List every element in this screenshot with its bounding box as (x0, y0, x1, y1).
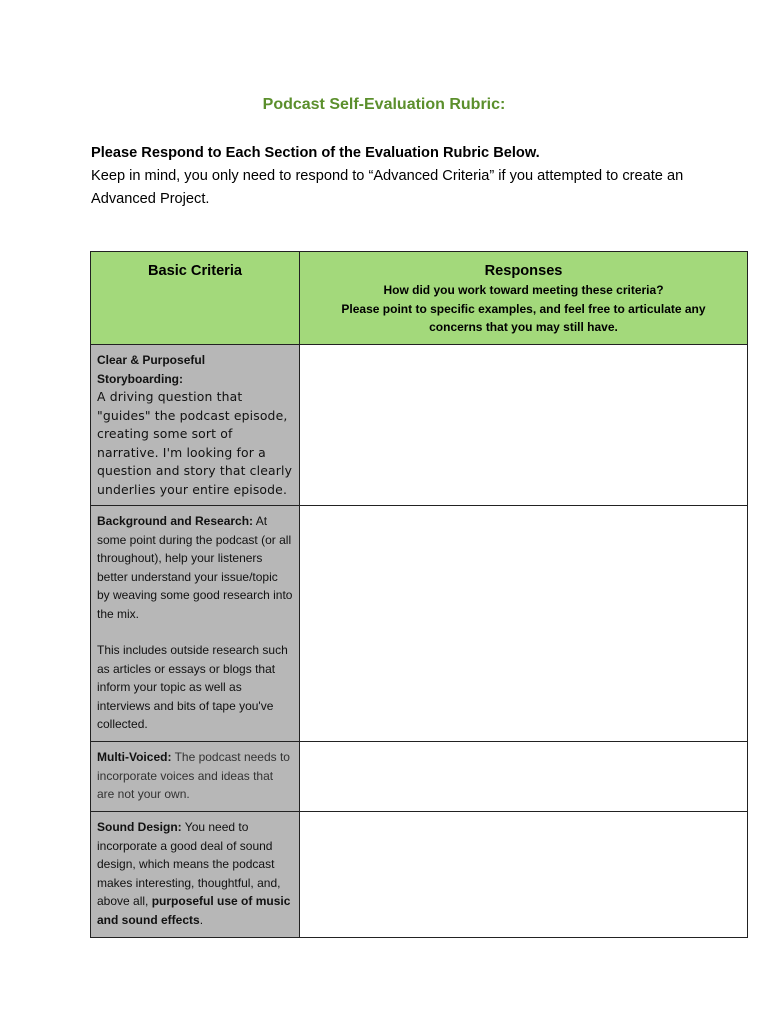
criteria-description: A driving question that "guides" the podcast episode, creating some sort of narrative. I'm looking for a question and story that clearly underlies your entire episode. (97, 389, 293, 497)
criteria-cell-research (91, 506, 300, 742)
table-row (91, 812, 748, 938)
response-cell-multi-voiced[interactable] (300, 742, 748, 812)
response-cell-sound-design[interactable] (300, 812, 748, 938)
rubric-table (90, 251, 748, 938)
responses-header-prompt-2: Please point to specific examples, and feel free to articulate any concerns that you may still have. (341, 301, 706, 334)
criteria-description: You need to incorporate a good deal of sound design, which means the podcast makes interesting, thoughtful, and, above all, (97, 820, 281, 908)
response-cell-storyboarding[interactable] (300, 345, 748, 506)
intro-block (91, 142, 691, 211)
document-title: Podcast Self-Evaluation Rubric: (262, 96, 506, 113)
table-header-row (91, 252, 748, 345)
criteria-title: Sound Design: (97, 820, 182, 834)
criteria-cell-storyboarding (91, 345, 300, 506)
criteria-title: Background and Research: (97, 514, 254, 528)
responses-header-label: Responses (484, 263, 563, 279)
criteria-title: Clear & Purposeful Storyboarding: (97, 353, 206, 386)
intro-text: Keep in mind, you only need to respond to “Advanced Criteria” if you attempted to create an Advanced Project. (91, 168, 684, 207)
criteria-emphasis: purposeful use of music and sound effects (97, 894, 291, 927)
table-row (91, 742, 748, 812)
criteria-description-2: This includes outside research such as articles or essays or blogs that inform your topic as well as interviews and bits of tape you've collected. (97, 643, 288, 731)
criteria-header-label: Basic Criteria (147, 263, 243, 279)
criteria-trailing: . (199, 912, 204, 927)
criteria-description: At some point during the podcast (or all throughout), help your listeners better understand your issue/topic by weaving some good research into the mix. (97, 514, 293, 621)
response-cell-research[interactable] (300, 506, 748, 742)
criteria-description: The podcast needs to incorporate voices and ideas that are not your own. (97, 750, 290, 801)
criteria-cell-multi-voiced (91, 742, 300, 812)
table-row (91, 345, 748, 506)
criteria-title: Multi-Voiced: (97, 750, 172, 764)
responses-header-prompt-1: How did you work toward meeting these criteria? (383, 283, 664, 297)
intro-lead: Please Respond to Each Section of the Evaluation Rubric Below. (91, 145, 540, 161)
table-row (91, 506, 748, 742)
responses-header-cell (300, 252, 748, 345)
criteria-cell-sound-design (91, 812, 300, 938)
criteria-header-cell (91, 252, 300, 345)
